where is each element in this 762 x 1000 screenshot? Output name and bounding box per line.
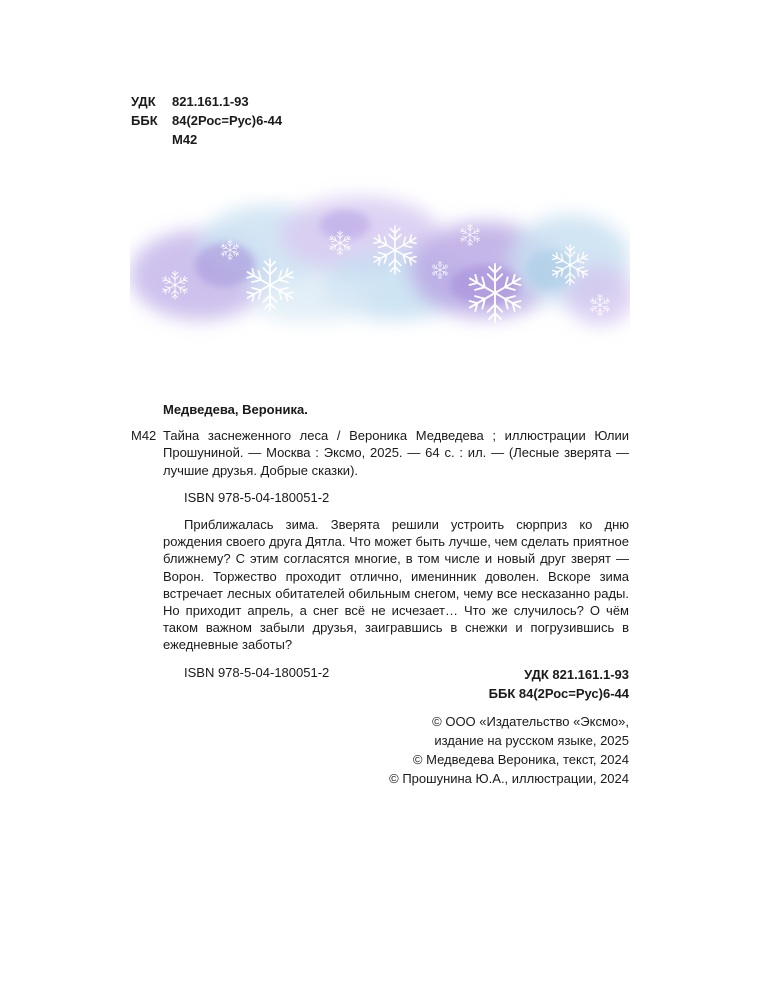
publisher-line-1: © ООО «Издательство «Эксмо», — [432, 714, 629, 729]
classification-codes — [131, 92, 282, 149]
author-mark-row — [131, 130, 282, 149]
class-mark: М42 — [131, 428, 157, 444]
bibliographic-description: Тайна заснеженного леса / Вероника Медведева ; иллюстрации Юлии Прошуниной. — Москва : Эксмо, 2025. — 64 с. : ил. — (Лесные зверята — лучшие друзья. Добрые сказки). — [163, 428, 629, 478]
copyright-block — [389, 665, 629, 788]
author-mark: М42 — [172, 132, 198, 147]
udk-label: УДК — [131, 94, 156, 109]
isbn-repeat: ISBN 978-5-04-180051-2 — [184, 664, 330, 680]
udk-row — [131, 92, 282, 111]
udk-value: 821.161.1-93 — [172, 94, 249, 109]
isbn: ISBN 978-5-04-180051-2 — [184, 489, 330, 505]
udk-line: УДК 821.161.1-93 — [524, 667, 629, 682]
bbk-row — [131, 111, 282, 130]
annotation: Приближалась зима. Зверята решили устроить сюрприз ко дню рождения своего друга Дятла. Что может быть лучше, чем сделать приятное ближнему? С этим согласятся многие, в том числе и новый друг зверят — Ворон. Торжество проходит отлично, именинник доволен. Вскоре зима встречает лесных обитателей обильным снегом, чему все несказанно рады. Но приходит апрель, а снег всё не исчезает… Что же случилось? О чём таком важном забыли друзья, заигравшись в снежки и погрузившись в ежедневные заботы? — [163, 517, 629, 653]
text-copyright: © Медведева Вероника, текст, 2024 — [412, 752, 629, 767]
author-heading: Медведева, Вероника. — [163, 402, 308, 417]
bbk-label: ББК — [131, 113, 158, 128]
bibliographic-entry — [131, 427, 629, 479]
bbk-line: ББК 84(2Рос=Рус)6-44 — [488, 686, 629, 701]
bibliographic-record — [131, 401, 629, 681]
bbk-value: 84(2Рос=Рус)6-44 — [172, 113, 283, 128]
snowflake-watercolor-banner — [130, 175, 630, 355]
publisher-copyright — [389, 712, 629, 750]
publisher-line-2: издание на русском языке, 2025 — [434, 733, 629, 748]
illustration-copyright: © Прошунина Ю.А., иллюстрации, 2024 — [389, 771, 629, 786]
